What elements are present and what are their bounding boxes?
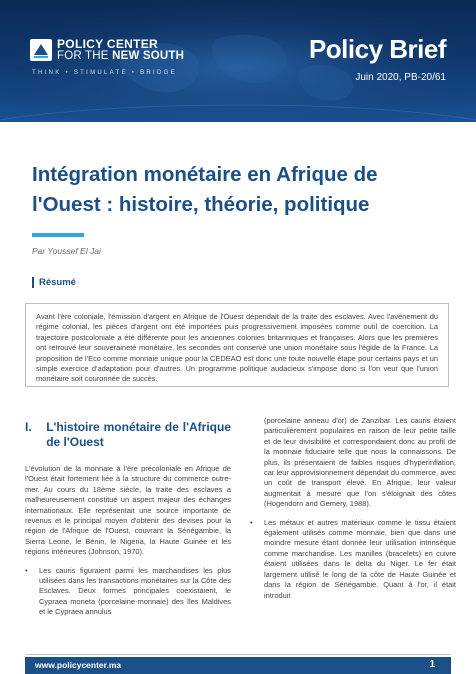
resume-marker xyxy=(32,277,34,288)
section-number: I. xyxy=(25,420,32,434)
bullet-text: Les cauris figuraient parmi les marchandises les plus utilisées dans les transactions monétaires sur la Côte des Esclaves. Deux formes principales coexistaient, le Cypraea moneta (porcelaine-monnaie) des îles Maldives et le Cypraea annulus xyxy=(39,565,231,617)
document-title xyxy=(32,160,452,220)
bullet-icon: • xyxy=(25,565,28,575)
list-item-continued xyxy=(250,416,456,510)
policy-brief-title: Policy Brief xyxy=(308,34,446,64)
logo-line2 xyxy=(57,50,184,62)
body-paragraph: L'évolution de la monnaie à l'ère précoloniale en Afrique de l'Ouest était fortement liée à la structure du commerce outre-mer. Au cours du 18ème siècle, la traite des esclaves a malheureusement constitué un aspect majeur des échanges internationaux. Elle représentait une source importante de revenus et le principal moyen d'obtenir des devises pour la région de l'Afrique de l'Ouest, couvrant la Sénégambie, la Sierra Leone, le Bénin, le Nigeria, la Haute Guinée et les régions intérieures (Johnson, 1970). xyxy=(25,464,231,557)
bullet-text: Les métaux et autres matériaux comme le tissu étaient également utilisés comme monnaie, bien que dans une moindre mesure étant donnée leur utilisation intrinsèque comme marchandise. Les manilles (bracelets) en cuivre étaient utilisées dans le delta du Niger. Le fer était largement utilisé le long de la côte de Haute Guinée et dans la région de Sénégambie. Quant à l'or, il était introduit xyxy=(264,517,456,600)
tagline: THINK • STIMULATE • BRIDGE xyxy=(32,70,177,76)
abstract-text: Avant l'ère coloniale, l'émission d'argent en Afrique de l'Ouest dépendait de la traite des esclaves. Avec l'avènement du régime colonial, les pièces d'argent ont été importées puis progressivement imposées comme outil de coercition. La trajectoire postcoloniale a été différente pour les anciennes colonies britanniques et françaises. Alors que les premières ont retrouvé leur souveraineté monétaire, les secondes ont conservé une union monétaire sous l'égide de la France. La proposition de l'Eco comme monnaie unique pour la CEDEAO est donc une toute nouvelle étape pour certains pays et un simple exercice d'adaptation pour d'autres. Un programme politique audacieux s'impose donc si l'on veut que l'union monétaire soit couronnée de succès. xyxy=(36,312,438,384)
logo-line2-bold: NEW SOUTH xyxy=(112,50,185,62)
footer-divider xyxy=(25,654,451,655)
title-accent-rule xyxy=(32,233,84,237)
document-title-line1: Intégration monétaire en Afrique de xyxy=(32,163,378,186)
brief-date: Juin 2020, PB-20/61 xyxy=(355,72,446,83)
list-item xyxy=(25,566,231,618)
list-item xyxy=(250,518,456,601)
column-left xyxy=(25,420,231,626)
author-byline: Par Youssef El Jai xyxy=(32,246,101,256)
logo-line2-prefix: FOR THE xyxy=(57,50,113,62)
resume-heading: Résumé xyxy=(39,277,76,288)
document-title-line2: l'Ouest : histoire, théorie, politique xyxy=(32,193,370,216)
column-right xyxy=(250,416,456,609)
abstract-box xyxy=(25,303,449,387)
bullet-text-continued: (porcelaine anneau d'or) de Zanzibar. Les cauris étaient particulièrement populaires en raison de leur petite taille et de leur divisibilité et correspondaient donc au profil de la monnaie fiduciaire telle que nous la connaissons. De plus, ils présentaient de faibles risques d'hyperinflation, car leur approvisionnement dépendait du commerce, avec un coût de transport élevé. En Afrique, leur valeur augmentait à mesure que l'on s'éloignait des côtes (Hogendorn and Gemery, 1988). xyxy=(264,416,456,509)
footer-bar xyxy=(25,657,451,674)
logo-mark-icon xyxy=(30,39,52,61)
bullet-icon: • xyxy=(250,517,253,527)
page-number: 1 xyxy=(429,659,435,670)
section-title: L'histoire monétaire de l'Afrique de l'Ouest xyxy=(46,420,231,449)
website-link[interactable]: www.policycenter.ma xyxy=(35,660,122,670)
section-heading xyxy=(25,420,231,450)
header-banner xyxy=(0,0,476,122)
bullet-indent xyxy=(250,416,264,510)
policy-center-logo[interactable] xyxy=(30,38,184,62)
logo-line1: POLICY CENTER xyxy=(57,37,159,51)
